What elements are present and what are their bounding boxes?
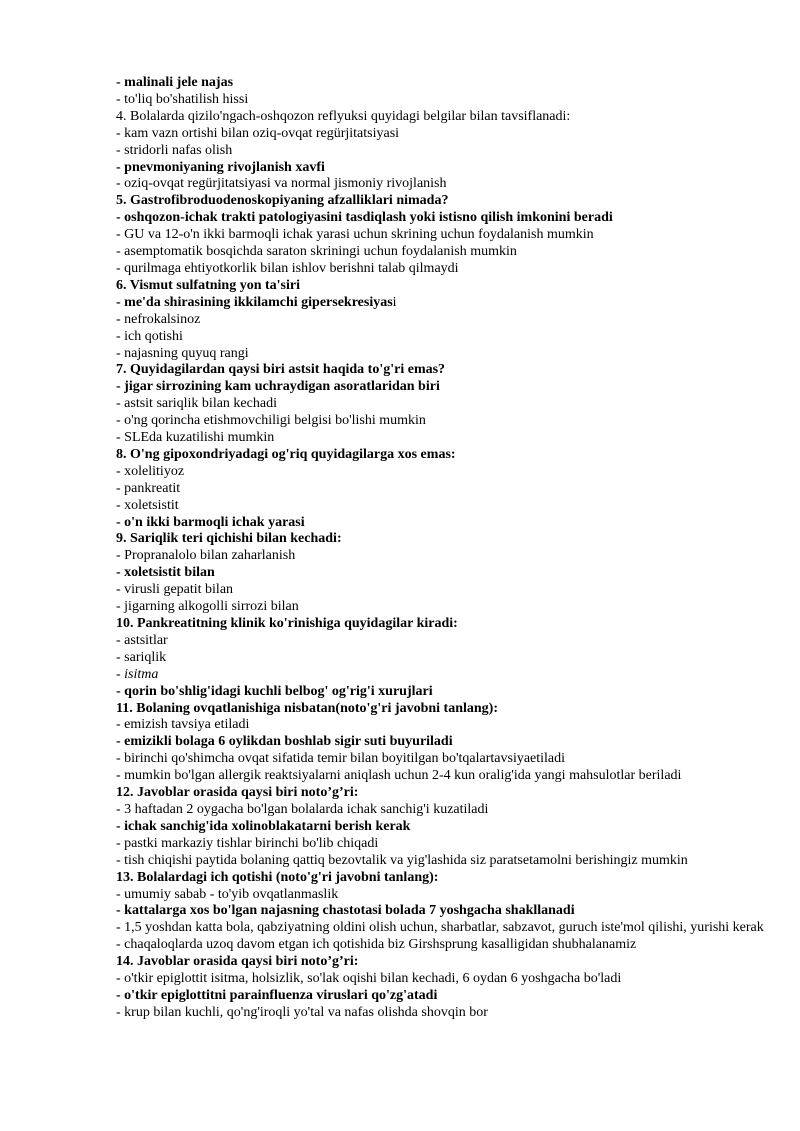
bold-text: 7. Quyidagilardan qaysi biri astsit haqida to'g'ri emas? xyxy=(116,362,446,378)
bold-text: - ichak sanchig'ida xolinoblakatarni berish kerak xyxy=(116,818,411,834)
text-line xyxy=(116,971,776,988)
text-line xyxy=(116,109,776,126)
text-line xyxy=(116,599,776,616)
text-run: - xolelitiyoz xyxy=(116,463,185,479)
bold-text: - me'da shirasining ikkilamchi gipersekresiyas xyxy=(116,294,393,310)
text-run: - xyxy=(116,666,125,682)
text-line xyxy=(116,582,776,599)
text-line xyxy=(116,565,776,582)
text-run: - krup bilan kuchli, qo'ng'iroqli yo'tal va nafas olishda shovqin bor xyxy=(116,1004,488,1020)
text-line xyxy=(116,515,776,532)
text-line xyxy=(116,531,776,548)
bold-text: - xoletsistit bilan xyxy=(116,565,215,581)
text-run: - najasning quyuq rangi xyxy=(116,345,249,361)
bold-text: - pnevmoniyaning rivojlanish xavfi xyxy=(116,159,325,175)
text-line xyxy=(116,312,776,329)
text-run: - virusli gepatit bilan xyxy=(116,582,234,598)
text-line xyxy=(116,160,776,177)
text-run: - pankreatit xyxy=(116,480,181,496)
text-line xyxy=(116,244,776,261)
bold-text: - oshqozon-ichak trakti patologiyasini tasdiqlash yoki istisno qilish imkonini beradi xyxy=(116,210,613,226)
text-line xyxy=(116,143,776,160)
text-line xyxy=(116,413,776,430)
text-run: 4. Bolalarda qizilo'ngach-oshqozon reflyuksi quyidagi belgilar bilan tavsiflanadi: xyxy=(116,108,571,124)
text-run: - xoletsistit xyxy=(116,497,179,513)
text-line xyxy=(116,464,776,481)
text-line xyxy=(116,768,776,785)
text-line xyxy=(116,920,776,937)
text-run: - emizish tavsiya etiladi xyxy=(116,717,250,733)
bold-text: - o'n ikki barmoqli ichak yarasi xyxy=(116,514,305,530)
text-line xyxy=(116,836,776,853)
text-line xyxy=(116,988,776,1005)
italic-text: isitma xyxy=(124,666,159,682)
text-line xyxy=(116,853,776,870)
text-line xyxy=(116,447,776,464)
text-run: - umumiy sabab - to'yib ovqatlanmaslik xyxy=(116,886,339,902)
text-line xyxy=(116,396,776,413)
text-run: - asemptomatik bosqichda saraton skriningi uchun foydalanish mumkin xyxy=(116,244,517,260)
text-run: i xyxy=(392,294,397,310)
text-line xyxy=(116,346,776,363)
text-run: - birinchi qo'shimcha ovqat sifatida temir bilan boyitilgan bo'tqalartavsiyaetiladi xyxy=(116,751,566,767)
text-line xyxy=(116,667,776,684)
text-line xyxy=(116,937,776,954)
text-run: - astsitlar xyxy=(116,632,168,648)
text-line xyxy=(116,92,776,109)
text-line xyxy=(116,751,776,768)
text-line xyxy=(116,785,776,802)
text-line xyxy=(116,684,776,701)
text-run: - nefrokalsinoz xyxy=(116,311,201,327)
text-line xyxy=(116,887,776,904)
text-line xyxy=(116,295,776,312)
text-run: - sariqlik xyxy=(116,649,167,665)
text-line xyxy=(116,430,776,447)
bold-text: - jigar sirrozining kam uchraydigan asoratlaridan biri xyxy=(116,379,440,395)
text-run: - astsit sariqlik bilan kechadi xyxy=(116,396,277,412)
text-line xyxy=(116,616,776,633)
text-line xyxy=(116,903,776,920)
bold-text: 8. O'ng gipoxondriyadagi og'riq quyidagilarga xos emas: xyxy=(116,446,456,462)
text-run: - SLEda kuzatilishi mumkin xyxy=(116,430,275,446)
text-line xyxy=(116,548,776,565)
text-run: - ich qotishi xyxy=(116,328,183,344)
text-line xyxy=(116,650,776,667)
text-line xyxy=(116,75,776,92)
text-line xyxy=(116,498,776,515)
bold-text: 12. Javoblar orasida qaysi biri noto’g’ri: xyxy=(116,785,359,801)
bold-text: 14. Javoblar orasida qaysi biri noto’g’ri: xyxy=(116,954,359,970)
text-line xyxy=(116,261,776,278)
bold-text: 10. Pankreatitning klinik ko'rinishiga quyidagilar kiradi: xyxy=(116,616,458,631)
text-line xyxy=(116,329,776,346)
text-run: - 3 haftadan 2 oygacha bo'lgan bolalarda ichak sanchig'i kuzatiladi xyxy=(116,801,489,817)
bold-text: 9. Sariqlik teri qichishi bilan kechadi: xyxy=(116,531,342,547)
text-line xyxy=(116,193,776,210)
text-run: - oziq-ovqat regürjitatsiyasi va normal jismoniy rivojlanish xyxy=(116,176,447,192)
text-run: - to'liq bo'shatilish hissi xyxy=(116,91,249,107)
text-line xyxy=(116,802,776,819)
text-line xyxy=(116,819,776,836)
bold-text: 6. Vismut sulfatning yon ta'siri xyxy=(116,277,300,293)
text-run: - tish chiqishi paytida bolaning qattiq bezovtalik va yig'lashida siz paratsetamolni berishingiz mumkin xyxy=(116,852,688,868)
text-line xyxy=(116,210,776,227)
text-run: - jigarning alkogolli sirrozi bilan xyxy=(116,599,299,615)
text-run: - 1,5 yoshdan katta bola, qabziyatning oldini olish uchun, sharbatlar, sabzavot, guruch iste'mol qilishi, yurishi kerak xyxy=(116,920,764,936)
text-line xyxy=(116,870,776,887)
text-run: - chaqaloqlarda uzoq davom etgan ich qotishida biz Girshsprung kasalligidan shubhalanamiz xyxy=(116,937,637,953)
text-line xyxy=(116,278,776,295)
bold-text: - emizikli bolaga 6 oylikdan boshlab sigir suti buyuriladi xyxy=(116,734,453,750)
bold-text: 11. Bolaning ovqatlanishiga nisbatan(noto'g'ri javobni tanlang): xyxy=(116,700,498,716)
text-run: - qurilmaga ehtiyotkorlik bilan ishlov berishni talab qilmaydi xyxy=(116,260,459,276)
text-run: - o'ng qorincha etishmovchiligi belgisi bo'lishi mumkin xyxy=(116,413,426,429)
text-line xyxy=(116,481,776,498)
text-line xyxy=(116,176,776,193)
text-run: - mumkin bo'lgan allergik reaktsiyalarni aniqlash uchun 2-4 kun oralig'ida yangi mahsulotlar beriladi xyxy=(116,768,682,784)
text-line xyxy=(116,126,776,143)
text-line xyxy=(116,701,776,718)
text-run: - stridorli nafas olish xyxy=(116,142,233,158)
bold-text: - qorin bo'shlig'idagi kuchli belbog' og'rig'i xurujlari xyxy=(116,683,433,699)
text-line xyxy=(116,954,776,971)
text-run: - pastki markaziy tishlar birinchi bo'lib chiqadi xyxy=(116,835,379,851)
document-page xyxy=(116,75,776,1022)
text-line xyxy=(116,379,776,396)
bold-text: - kattalarga xos bo'lgan najasning chastotasi bolada 7 yoshgacha shakllanadi xyxy=(116,903,575,919)
text-run: - Propranalolo bilan zaharlanish xyxy=(116,548,296,564)
text-line xyxy=(116,717,776,734)
text-run: - GU va 12-o'n ikki barmoqli ichak yarasi uchun skrining uchun foydalanish mumkin xyxy=(116,227,594,243)
bold-text: 13. Bolalardagi ich qotishi (noto'g'ri javobni tanlang): xyxy=(116,869,439,885)
text-line xyxy=(116,362,776,379)
text-line xyxy=(116,1005,776,1022)
text-run: - kam vazn ortishi bilan oziq-ovqat regürjitatsiyasi xyxy=(116,125,400,141)
bold-text: 5. Gastrofibroduodenoskopiyaning afzalliklari nimada? xyxy=(116,193,449,209)
text-line xyxy=(116,734,776,751)
text-line xyxy=(116,633,776,650)
bold-text: - malinali jele najas xyxy=(116,75,234,90)
text-run: - o'tkir epiglottit isitma, holsizlik, so'lak oqishi bilan kechadi, 6 oydan 6 yoshgacha bo'ladi xyxy=(116,971,622,987)
text-line xyxy=(116,227,776,244)
bold-text: - o'tkir epiglottitni parainfluenza viruslari qo'zg'atadi xyxy=(116,987,438,1003)
